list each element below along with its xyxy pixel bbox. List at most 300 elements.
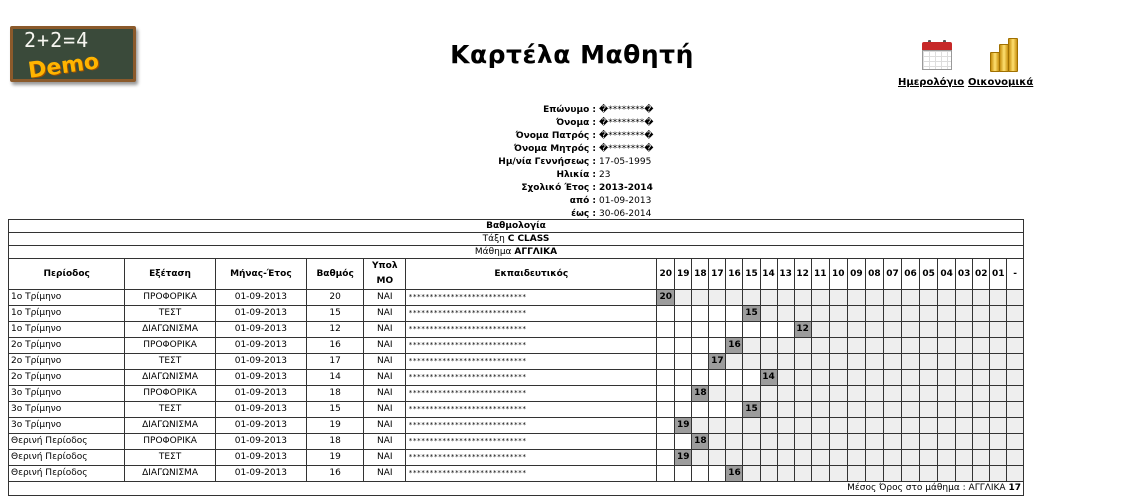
grade-scale-cell — [709, 418, 726, 434]
grade-scale-cell — [901, 434, 919, 450]
grade-scale-cell — [938, 418, 956, 434]
grade-scale-cell — [865, 306, 883, 322]
grade-scale-cell — [990, 434, 1007, 450]
grade-scale-cell — [883, 402, 901, 418]
grade-scale-cell — [1007, 322, 1024, 338]
page-title: Καρτέλα Μαθητή — [450, 40, 694, 69]
grade-scale-cell — [973, 290, 990, 306]
grade-scale-cell — [956, 402, 973, 418]
grade-scale-cell — [973, 386, 990, 402]
scale-header: 02 — [973, 259, 990, 290]
finance-link[interactable]: Οικονομικά — [968, 77, 1034, 88]
cell-exam: ΠΡΟΦΟΡΙΚΑ — [125, 290, 215, 306]
grade-scale-cell — [760, 402, 777, 418]
grade-scale-cell — [1007, 354, 1024, 370]
grade-scale-cell — [657, 322, 675, 338]
grade-scale-cell — [956, 450, 973, 466]
grade-scale-cell — [675, 306, 692, 322]
cell-period: 1ο Τρίμηνο — [9, 290, 125, 306]
info-label: Ηλικία : — [556, 170, 596, 180]
info-label: Σχολικό Έτος : — [521, 183, 596, 193]
cell-avg: ΝΑΙ — [364, 322, 406, 338]
cell-month: 01-09-2013 — [215, 402, 306, 418]
info-label: Όνομα Πατρός : — [515, 131, 596, 141]
info-value: �********� — [599, 131, 654, 141]
grade-scale-cell — [956, 338, 973, 354]
grade-scale-cell — [777, 306, 794, 322]
grade-scale-cell — [743, 290, 760, 306]
grade-scale-cell — [883, 386, 901, 402]
scale-header: 14 — [760, 259, 777, 290]
scale-header: 05 — [920, 259, 938, 290]
grade-marker: 16 — [726, 466, 743, 482]
grade-scale-cell — [811, 434, 829, 450]
grade-scale-cell — [883, 466, 901, 482]
column-header: Εξέταση — [125, 259, 215, 290]
grade-scale-cell — [811, 290, 829, 306]
grade-scale-cell — [743, 418, 760, 434]
cell-grade: 14 — [307, 370, 364, 386]
scale-header: 08 — [865, 259, 883, 290]
grade-scale-cell — [920, 306, 938, 322]
grade-scale-cell — [794, 338, 811, 354]
grade-scale-cell — [794, 290, 811, 306]
calendar-icon[interactable] — [922, 40, 952, 70]
info-label: έως : — [571, 209, 596, 219]
cell-exam: ΤΕΣΤ — [125, 402, 215, 418]
grade-scale-cell — [760, 306, 777, 322]
cell-teacher: **************************** — [406, 402, 657, 418]
subject-value: ΑΓΓΛΙΚΑ — [514, 247, 558, 257]
grades-section-title: Βαθμολογία — [9, 220, 1024, 233]
grade-scale-cell — [709, 402, 726, 418]
grade-scale-cell — [973, 354, 990, 370]
cell-avg: ΝΑΙ — [364, 370, 406, 386]
grade-scale-cell — [990, 402, 1007, 418]
grade-scale-cell — [901, 338, 919, 354]
cell-period: Θερινή Περίοδος — [9, 466, 125, 482]
info-value: �********� — [599, 118, 654, 128]
grade-scale-cell — [1007, 434, 1024, 450]
grade-scale-cell — [760, 290, 777, 306]
scale-header: 13 — [777, 259, 794, 290]
grade-scale-cell — [726, 370, 743, 386]
cell-exam: ΠΡΟΦΟΡΙΚΑ — [125, 338, 215, 354]
cell-avg: ΝΑΙ — [364, 450, 406, 466]
grade-scale-cell — [726, 418, 743, 434]
grade-scale-cell — [1007, 450, 1024, 466]
grade-scale-cell — [865, 418, 883, 434]
grade-scale-cell — [1007, 370, 1024, 386]
grade-scale-cell — [657, 386, 675, 402]
cell-teacher: **************************** — [406, 370, 657, 386]
cell-teacher: **************************** — [406, 466, 657, 482]
grade-scale-cell — [709, 322, 726, 338]
grade-scale-cell — [777, 290, 794, 306]
grade-scale-cell — [973, 370, 990, 386]
grade-scale-cell — [847, 434, 865, 450]
grade-marker: 20 — [657, 290, 675, 306]
grade-scale-cell — [990, 466, 1007, 482]
grade-scale-cell — [901, 370, 919, 386]
grade-scale-cell — [829, 466, 847, 482]
column-header: Εκπαιδευτικός — [406, 259, 657, 290]
grade-scale-cell — [743, 450, 760, 466]
grade-scale-cell — [847, 466, 865, 482]
grade-scale-cell — [811, 418, 829, 434]
info-label: Όνομα Μητρός : — [513, 144, 596, 154]
scale-header: 10 — [829, 259, 847, 290]
cell-exam: ΤΕΣΤ — [125, 306, 215, 322]
grade-scale-cell — [865, 338, 883, 354]
grade-scale-cell — [956, 370, 973, 386]
grade-scale-cell — [973, 306, 990, 322]
cell-teacher: **************************** — [406, 338, 657, 354]
grade-scale-cell — [811, 354, 829, 370]
grade-scale-cell — [777, 354, 794, 370]
cell-avg: ΝΑΙ — [364, 354, 406, 370]
grade-marker: 15 — [743, 306, 760, 322]
grade-scale-cell — [692, 322, 709, 338]
grade-scale-cell — [777, 450, 794, 466]
cell-month: 01-09-2013 — [215, 322, 306, 338]
cell-month: 01-09-2013 — [215, 338, 306, 354]
grade-scale-cell — [1007, 418, 1024, 434]
grade-marker: 16 — [726, 338, 743, 354]
cell-exam: ΤΕΣΤ — [125, 450, 215, 466]
grade-scale-cell — [760, 386, 777, 402]
cell-period: 3ο Τρίμηνο — [9, 402, 125, 418]
grade-scale-cell — [973, 338, 990, 354]
grade-scale-cell — [883, 418, 901, 434]
scale-header: 12 — [794, 259, 811, 290]
average-footer — [9, 482, 1024, 496]
grade-scale-cell — [829, 354, 847, 370]
grade-scale-cell — [777, 386, 794, 402]
info-label: Ημ/νία Γεννήσεως : — [498, 157, 596, 167]
grade-scale-cell — [675, 386, 692, 402]
grade-scale-cell — [743, 466, 760, 482]
grade-scale-cell — [920, 418, 938, 434]
info-value: 17-05-1995 — [599, 157, 652, 167]
grade-scale-cell — [865, 290, 883, 306]
grade-scale-cell — [829, 290, 847, 306]
scale-header: 18 — [692, 259, 709, 290]
grade-scale-cell — [657, 466, 675, 482]
grade-scale-cell — [865, 434, 883, 450]
cell-grade: 18 — [307, 434, 364, 450]
grade-scale-cell — [920, 370, 938, 386]
grade-scale-cell — [847, 450, 865, 466]
cell-month: 01-09-2013 — [215, 466, 306, 482]
grade-marker: 18 — [692, 434, 709, 450]
grade-scale-cell — [865, 386, 883, 402]
grade-scale-cell — [883, 338, 901, 354]
grade-scale-cell — [973, 450, 990, 466]
grade-scale-cell — [938, 370, 956, 386]
student-info — [0, 104, 653, 221]
grade-scale-cell — [811, 322, 829, 338]
grade-scale-cell — [938, 306, 956, 322]
grade-scale-cell — [726, 322, 743, 338]
grade-scale-cell — [692, 466, 709, 482]
grade-scale-cell — [990, 450, 1007, 466]
grade-scale-cell — [760, 466, 777, 482]
grade-scale-cell — [901, 386, 919, 402]
grade-scale-cell — [760, 434, 777, 450]
grade-scale-cell — [675, 434, 692, 450]
grade-scale-cell — [726, 450, 743, 466]
cell-month: 01-09-2013 — [215, 354, 306, 370]
column-header: Βαθμός — [307, 259, 364, 290]
grade-scale-cell — [794, 354, 811, 370]
cell-avg: ΝΑΙ — [364, 466, 406, 482]
grade-scale-cell — [901, 466, 919, 482]
grade-scale-cell — [938, 290, 956, 306]
scale-header: 09 — [847, 259, 865, 290]
grade-scale-cell — [901, 450, 919, 466]
info-value: 23 — [599, 170, 611, 180]
grade-scale-cell — [901, 290, 919, 306]
grade-scale-cell — [938, 386, 956, 402]
grade-scale-cell — [760, 418, 777, 434]
grade-scale-cell — [901, 402, 919, 418]
grades-table — [8, 219, 1024, 496]
cell-avg: ΝΑΙ — [364, 290, 406, 306]
grade-scale-cell — [777, 434, 794, 450]
grade-scale-cell — [829, 306, 847, 322]
grade-marker: 18 — [692, 386, 709, 402]
grade-scale-cell — [990, 370, 1007, 386]
grade-scale-cell — [726, 306, 743, 322]
scale-header: - — [1007, 259, 1024, 290]
grade-scale-cell — [657, 418, 675, 434]
grade-scale-cell — [657, 370, 675, 386]
grade-scale-cell — [743, 338, 760, 354]
grade-scale-cell — [990, 338, 1007, 354]
average-value: 17 — [1008, 483, 1021, 493]
grade-scale-cell — [811, 466, 829, 482]
grade-scale-cell — [1007, 386, 1024, 402]
cell-avg: ΝΑΙ — [364, 402, 406, 418]
grade-scale-cell — [675, 370, 692, 386]
grade-scale-cell — [760, 450, 777, 466]
grade-scale-cell — [692, 338, 709, 354]
cell-period: 1ο Τρίμηνο — [9, 322, 125, 338]
grade-scale-cell — [709, 466, 726, 482]
grade-scale-cell — [829, 402, 847, 418]
cell-grade: 15 — [307, 306, 364, 322]
grade-scale-cell — [973, 322, 990, 338]
scale-header: 07 — [883, 259, 901, 290]
grade-scale-cell — [847, 322, 865, 338]
grade-scale-cell — [709, 290, 726, 306]
info-value: �********� — [599, 144, 654, 154]
cell-avg: ΝΑΙ — [364, 434, 406, 450]
grade-scale-cell — [883, 290, 901, 306]
cell-grade: 16 — [307, 466, 364, 482]
table-row — [9, 418, 1024, 434]
grade-scale-cell — [829, 418, 847, 434]
grade-scale-cell — [726, 434, 743, 450]
grade-scale-cell — [760, 354, 777, 370]
average-label: Μέσος Όρος στο μάθημα : ΑΓΓΛΙΚΑ — [847, 483, 1006, 493]
grade-scale-cell — [920, 290, 938, 306]
grade-scale-cell — [956, 386, 973, 402]
grade-scale-cell — [865, 402, 883, 418]
grade-marker: 14 — [760, 370, 777, 386]
scale-header: 06 — [901, 259, 919, 290]
grade-scale-cell — [811, 370, 829, 386]
table-row — [9, 450, 1024, 466]
grade-marker: 19 — [675, 450, 692, 466]
logo-word: Demo — [26, 49, 101, 84]
grade-scale-cell — [794, 386, 811, 402]
logo-equation: 2+2=4 — [24, 28, 90, 52]
grade-scale-cell — [675, 354, 692, 370]
table-row — [9, 322, 1024, 338]
class-row — [9, 233, 1024, 246]
grade-scale-cell — [675, 466, 692, 482]
subject-row — [9, 246, 1024, 259]
grade-scale-cell — [865, 466, 883, 482]
grade-scale-cell — [829, 450, 847, 466]
grade-scale-cell — [657, 306, 675, 322]
scale-header: 20 — [657, 259, 675, 290]
column-header: Μήνας-Έτος — [215, 259, 306, 290]
table-row — [9, 306, 1024, 322]
grade-scale-cell — [847, 402, 865, 418]
info-value: 30-06-2014 — [599, 209, 652, 219]
grade-scale-cell — [956, 306, 973, 322]
cell-period: 3ο Τρίμηνο — [9, 386, 125, 402]
grade-scale-cell — [847, 290, 865, 306]
cell-teacher: **************************** — [406, 306, 657, 322]
grade-marker: 17 — [709, 354, 726, 370]
grade-scale-cell — [938, 402, 956, 418]
cell-grade: 19 — [307, 418, 364, 434]
grade-scale-cell — [973, 434, 990, 450]
cell-grade: 12 — [307, 322, 364, 338]
grade-scale-cell — [777, 418, 794, 434]
grade-scale-cell — [901, 306, 919, 322]
header-row — [9, 259, 1024, 290]
cell-avg: ΝΑΙ — [364, 338, 406, 354]
grade-scale-cell — [794, 370, 811, 386]
cell-avg: ΝΑΙ — [364, 418, 406, 434]
grade-scale-cell — [1007, 466, 1024, 482]
grade-scale-cell — [847, 338, 865, 354]
grade-scale-cell — [883, 370, 901, 386]
cell-exam: ΤΕΣΤ — [125, 354, 215, 370]
grade-marker: 19 — [675, 418, 692, 434]
cell-grade: 15 — [307, 402, 364, 418]
grade-scale-cell — [692, 370, 709, 386]
grade-scale-cell — [743, 434, 760, 450]
grade-scale-cell — [847, 370, 865, 386]
grade-scale-cell — [709, 370, 726, 386]
grade-scale-cell — [675, 290, 692, 306]
table-row — [9, 386, 1024, 402]
grade-marker: 12 — [794, 322, 811, 338]
grade-scale-cell — [692, 402, 709, 418]
column-header: Περίοδος — [9, 259, 125, 290]
grade-scale-cell — [920, 386, 938, 402]
grade-scale-cell — [709, 450, 726, 466]
cell-grade: 16 — [307, 338, 364, 354]
grade-scale-cell — [709, 306, 726, 322]
grade-scale-cell — [657, 338, 675, 354]
grade-scale-cell — [692, 290, 709, 306]
grade-scale-cell — [883, 434, 901, 450]
cell-period: Θερινή Περίοδος — [9, 434, 125, 450]
cell-avg: ΝΑΙ — [364, 306, 406, 322]
table-row — [9, 338, 1024, 354]
calendar-link[interactable]: Ημερολόγιο — [898, 77, 965, 88]
grade-scale-cell — [865, 450, 883, 466]
table-row — [9, 290, 1024, 306]
scale-header: 04 — [938, 259, 956, 290]
grade-scale-cell — [811, 386, 829, 402]
grade-scale-cell — [829, 386, 847, 402]
grade-scale-cell — [657, 402, 675, 418]
grade-scale-cell — [973, 402, 990, 418]
grade-scale-cell — [726, 402, 743, 418]
grade-scale-cell — [1007, 338, 1024, 354]
grade-scale-cell — [777, 466, 794, 482]
coins-icon[interactable] — [988, 38, 1020, 72]
grade-scale-cell — [692, 450, 709, 466]
grade-scale-cell — [990, 386, 1007, 402]
cell-exam: ΔΙΑΓΩΝΙΣΜΑ — [125, 418, 215, 434]
scale-header: 17 — [709, 259, 726, 290]
grade-scale-cell — [938, 338, 956, 354]
cell-period: 3ο Τρίμηνο — [9, 418, 125, 434]
grade-scale-cell — [675, 322, 692, 338]
table-row — [9, 434, 1024, 450]
table-row — [9, 402, 1024, 418]
cell-teacher: **************************** — [406, 450, 657, 466]
grade-scale-cell — [883, 306, 901, 322]
grade-scale-cell — [726, 290, 743, 306]
cell-period: 1ο Τρίμηνο — [9, 306, 125, 322]
grade-scale-cell — [956, 434, 973, 450]
grade-marker: 15 — [743, 402, 760, 418]
cell-grade: 18 — [307, 386, 364, 402]
grade-scale-cell — [865, 322, 883, 338]
cell-month: 01-09-2013 — [215, 290, 306, 306]
average-footer-row — [9, 482, 1024, 496]
cell-period: Θερινή Περίοδος — [9, 450, 125, 466]
grade-scale-cell — [811, 402, 829, 418]
grade-scale-cell — [847, 306, 865, 322]
grade-scale-cell — [865, 354, 883, 370]
info-value: 01-09-2013 — [599, 196, 652, 206]
cell-exam: ΔΙΑΓΩΝΙΣΜΑ — [125, 466, 215, 482]
grade-scale-cell — [938, 322, 956, 338]
grade-scale-cell — [938, 466, 956, 482]
grade-scale-cell — [777, 338, 794, 354]
class-label: Τάξη — [482, 234, 505, 244]
scale-header: 15 — [743, 259, 760, 290]
cell-period: 2ο Τρίμηνο — [9, 370, 125, 386]
cell-month: 01-09-2013 — [215, 306, 306, 322]
grade-scale-cell — [920, 434, 938, 450]
table-row — [9, 354, 1024, 370]
grade-scale-cell — [811, 306, 829, 322]
grade-scale-cell — [743, 370, 760, 386]
scale-header: 03 — [956, 259, 973, 290]
